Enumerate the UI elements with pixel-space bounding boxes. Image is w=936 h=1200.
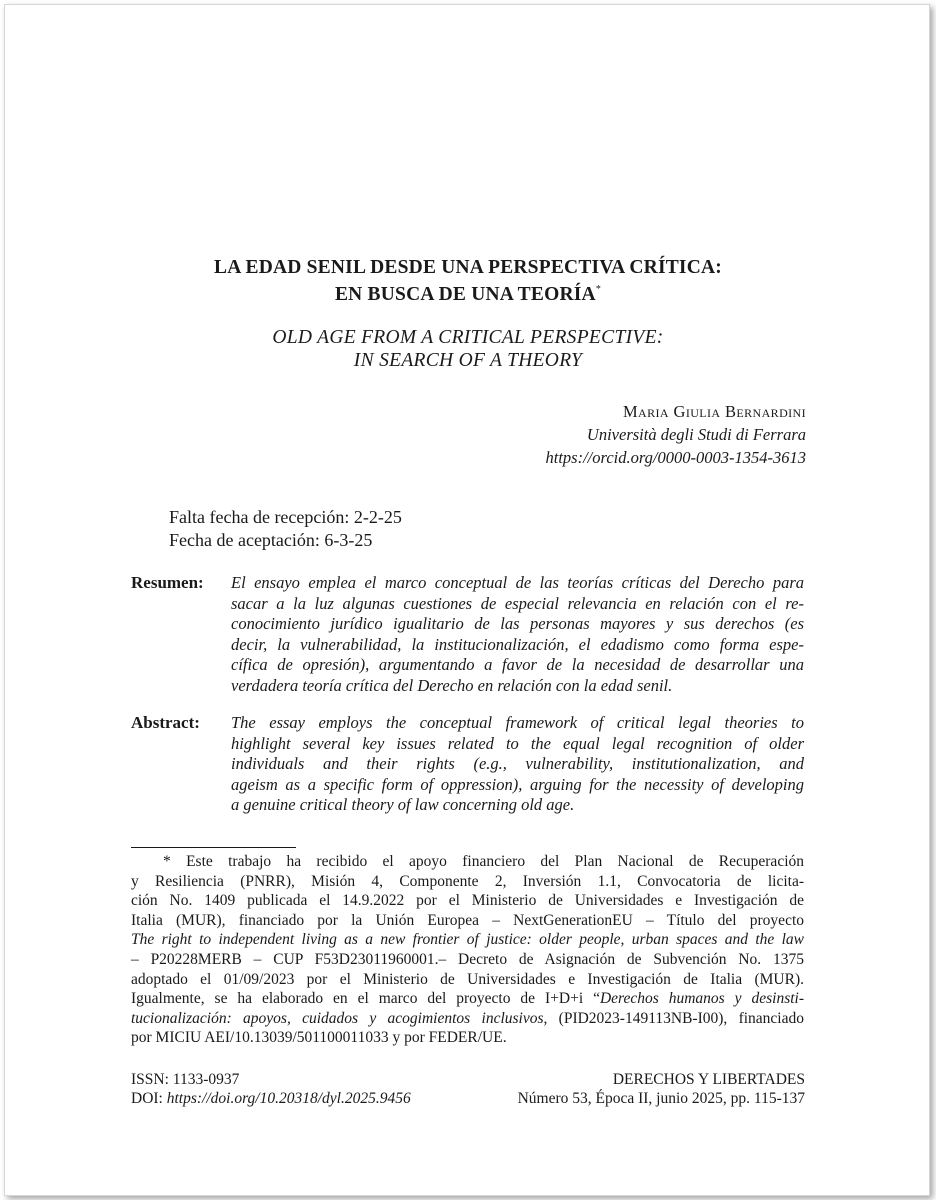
- footnote-project-title-2-cont: tucionalización: apoyos, cuidados y acogimientos inclusivos: [131, 1009, 544, 1027]
- footnote-line: [131, 989, 804, 1009]
- title-spanish-line-2: [0, 278, 936, 307]
- footnote-line: adoptado el 01/09/2023 por el Ministerio de Universidades e Investigación de Italia (MUR).: [131, 970, 804, 988]
- abstract-label: Abstract:: [131, 713, 200, 732]
- resumen-label: Resumen:: [131, 573, 204, 592]
- issue-info: Número 53, Época II, junio 2025, pp. 115-137: [517, 1090, 805, 1107]
- footnote-project-title-2: Derechos humanos y desinsti-: [599, 990, 804, 1008]
- author-block: [306, 400, 806, 469]
- footnote-line: * Este trabajo ha recibido el apoyo financiero del Plan Nacional de Recuperación: [163, 853, 804, 870]
- received-date: Falta fecha de recepción: 2-2-25: [169, 507, 402, 527]
- resumen-text: [231, 573, 804, 696]
- title-spanish-line-2-text: EN BUSCA DE UNA TEORÍA: [334, 284, 596, 305]
- footnote: [131, 852, 804, 1048]
- abstract-line: ageism as a specific form of oppression), arguing for the necessity of developing: [231, 774, 804, 794]
- footnote-line: – P20228MERB – CUP F53D23011960001.– Decreto de Asignación de Subvención No. 1375: [131, 950, 804, 968]
- title-spanish-line-1: LA EDAD SENIL DESDE UNA PERSPECTIVA CRÍTICA:: [214, 257, 722, 278]
- footnote-project-title: The right to independent living as a new frontier of justice: older people, urban spaces and the law: [131, 931, 804, 949]
- abstract-line: The essay employs the conceptual framework of critical legal theories to: [231, 713, 804, 732]
- footnote-text: Igualmente, se ha elaborado en el marco del proyecto de I+D+i “: [131, 990, 600, 1008]
- author-orcid-link[interactable]: https://orcid.org/0000-0003-1354-3613: [545, 448, 806, 467]
- footnote-separator: [131, 847, 296, 848]
- issn: ISSN: 1133-0937: [131, 1071, 240, 1088]
- footnote-line: ción No. 1409 publicada el 14.9.2022 por el Ministerio de Universidades e Investigación de: [131, 892, 804, 910]
- resumen-line: decir, la vulnerabilidad, la institucionalización, el edadismo como forma espe-: [231, 634, 804, 654]
- abstract-line: individuals and their rights (e.g., vulnerability, institutionalization, and: [231, 754, 804, 773]
- footnote-line: [131, 1009, 804, 1029]
- footnote-line: y Resiliencia (PNRR), Misión 4, Componente 2, Inversión 1.1, Convocatoria de licita-: [131, 872, 804, 890]
- resumen-line: conocimiento jurídico igualitario de las personas mayores y sus derechos (es: [231, 614, 804, 633]
- author-affiliation: Università degli Studi di Ferrara: [586, 425, 806, 444]
- title-footnote-marker: *: [595, 284, 602, 295]
- footnote-text: , (PID2023-149113NB-I00), financiado: [543, 1009, 804, 1027]
- title-english-line-1: OLD AGE FROM A CRITICAL PERSPECTIVE:: [272, 327, 664, 348]
- resumen-line: sacar a la luz algunas cuestiones de especial relevancia en relación con el re-: [231, 593, 804, 613]
- resumen-line: verdadera teoría crítica del Derecho en relación con la edad senil.: [231, 675, 673, 695]
- abstract-line: a genuine critical theory of law concerning old age.: [231, 795, 575, 814]
- doi: [131, 1089, 411, 1109]
- footnote-line: por MICIU AEI/10.13039/501100011033 y por FEDER/UE.: [131, 1029, 507, 1047]
- footnote-line: Italia (MUR), financiado por la Unión Europea – NextGenerationEU – Título del proyecto: [131, 911, 804, 929]
- resumen-line: El ensayo emplea el marco conceptual de las teorías críticas del Derecho para: [231, 573, 804, 592]
- abstract-text: [231, 713, 804, 816]
- abstract-line: highlight several key issues related to the equal legal recognition of older: [231, 733, 804, 753]
- journal-name: DERECHOS Y LIBERTADES: [612, 1071, 805, 1088]
- author-name: Maria Giulia Bernardini: [622, 402, 806, 421]
- resumen-line: cífica de opresión), argumentando a favor de la necesidad de desarrollar una: [231, 655, 804, 674]
- doi-label: DOI:: [131, 1090, 167, 1107]
- accepted-date: Fecha de aceptación: 6-3-25: [169, 530, 373, 550]
- title-english-line-2: IN SEARCH OF A THEORY: [353, 350, 583, 371]
- doi-link[interactable]: https://doi.org/10.20318/dyl.2025.9456: [166, 1090, 411, 1107]
